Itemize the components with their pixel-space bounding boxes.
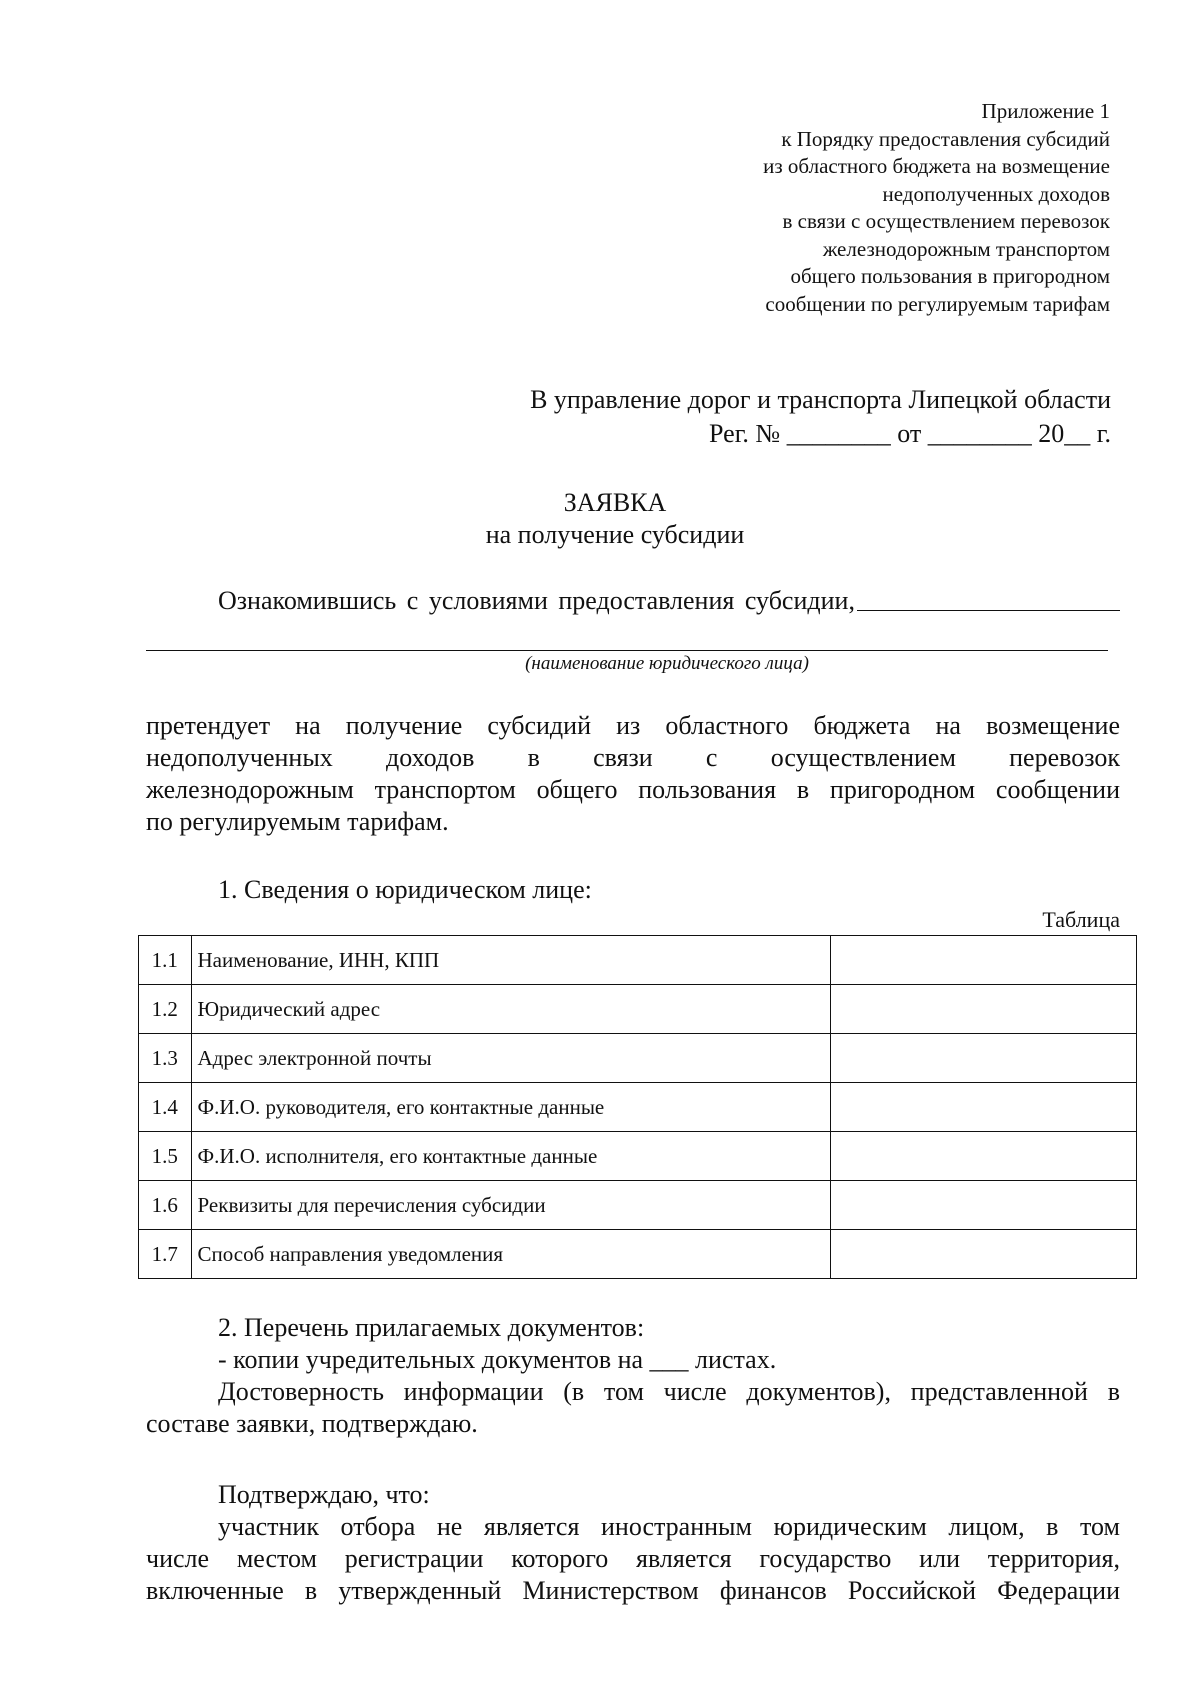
paragraph-line: участник отбора не является иностранным юридическим лицом, в том	[218, 1512, 1120, 1541]
reliability-line: составе заявки, подтверждаю.	[146, 1409, 478, 1438]
table-row	[139, 1132, 1137, 1181]
table-caption: Таблица	[1042, 907, 1120, 932]
row-number: 1.3	[139, 1034, 192, 1083]
appendix-line: недополученных доходов	[882, 181, 1110, 206]
section-1-heading	[146, 874, 1120, 906]
appendix-line: железнодорожным транспортом	[822, 236, 1110, 261]
row-label: Ф.И.О. исполнителя, его контактные данные	[191, 1132, 830, 1181]
appendix-line: Приложение 1	[981, 99, 1110, 123]
appendix-line: в связи с осуществлением перевозок	[782, 209, 1110, 233]
row-label: Адрес электронной почты	[191, 1034, 830, 1083]
section-2	[146, 1312, 1120, 1440]
claims-paragraph	[146, 710, 1120, 838]
row-number: 1.2	[139, 985, 192, 1034]
row-value-cell[interactable]	[830, 1230, 1136, 1279]
table-row	[139, 1181, 1137, 1230]
appendix-line: к Порядку предоставления субсидий	[781, 126, 1110, 151]
row-number: 1.4	[139, 1083, 192, 1132]
addressee-line: В управление дорог и транспорта Липецкой области	[530, 385, 1111, 414]
section-heading-text: 2. Перечень прилагаемых документов:	[218, 1313, 645, 1342]
attached-documents-item: - копии учредительных документов на ___ листах.	[218, 1345, 777, 1374]
row-label: Наименование, ИНН, КПП	[191, 936, 830, 985]
confirmation-section	[146, 1479, 1120, 1607]
paragraph-line: железнодорожным транспортом общего пользования в пригородном сообщении	[146, 775, 1120, 804]
registration-line: Рег. № ________ от ________ 20__ г.	[709, 419, 1111, 448]
table-row	[139, 985, 1137, 1034]
row-number: 1.6	[139, 1181, 192, 1230]
paragraph-line: по регулируемым тарифам.	[146, 807, 449, 836]
reliability-line: Достоверность информации (в том числе документов), представленной в	[218, 1377, 1120, 1406]
paragraph-line: недополученных доходов в связи с осуществлением перевозок	[146, 743, 1120, 772]
table-row	[139, 1083, 1137, 1132]
row-label: Юридический адрес	[191, 985, 830, 1034]
paragraph-line: включенные в утвержденный Министерством финансов Российской Федерации	[146, 1576, 1120, 1605]
entity-name-caption: (наименование юридического лица)	[525, 653, 809, 674]
paragraph-line: числе местом регистрации которого является государство или территория,	[146, 1544, 1120, 1573]
appendix-line: общего пользования в пригородном	[790, 264, 1110, 288]
row-value-cell[interactable]	[830, 1181, 1136, 1230]
row-number: 1.7	[139, 1230, 192, 1279]
row-value-cell[interactable]	[830, 985, 1136, 1034]
table-row	[139, 936, 1137, 985]
row-value-cell[interactable]	[830, 936, 1136, 985]
addressee-block	[311, 383, 1111, 451]
intro-text: Ознакомившись с условиями предоставления субсидии,	[218, 586, 855, 615]
table-row	[139, 1034, 1137, 1083]
intro-line	[146, 584, 1120, 617]
legal-entity-table	[138, 935, 1137, 1279]
row-value-cell[interactable]	[830, 1132, 1136, 1181]
table-row	[139, 1230, 1137, 1279]
paragraph-line: претендует на получение субсидий из областного бюджета на возмещение	[146, 711, 1120, 740]
document-subtitle: на получение субсидии	[485, 520, 745, 549]
row-label: Реквизиты для перечисления субсидии	[191, 1181, 830, 1230]
appendix-line: из областного бюджета на возмещение	[763, 154, 1110, 178]
row-value-cell[interactable]	[830, 1034, 1136, 1083]
entity-name-blank[interactable]	[857, 584, 1120, 611]
appendix-header	[550, 98, 1110, 318]
confirmation-heading: Подтверждаю, что:	[218, 1480, 430, 1509]
row-label: Ф.И.О. руководителя, его контактные данные	[191, 1083, 830, 1132]
document-title: ЗАЯВКА	[563, 488, 667, 517]
row-number: 1.5	[139, 1132, 192, 1181]
appendix-line: сообщении по регулируемым тарифам	[765, 291, 1110, 316]
section-heading-text: 1. Сведения о юридическом лице:	[218, 875, 592, 904]
row-label: Способ направления уведомления	[191, 1230, 830, 1279]
row-number: 1.1	[139, 936, 192, 985]
row-value-cell[interactable]	[830, 1083, 1136, 1132]
